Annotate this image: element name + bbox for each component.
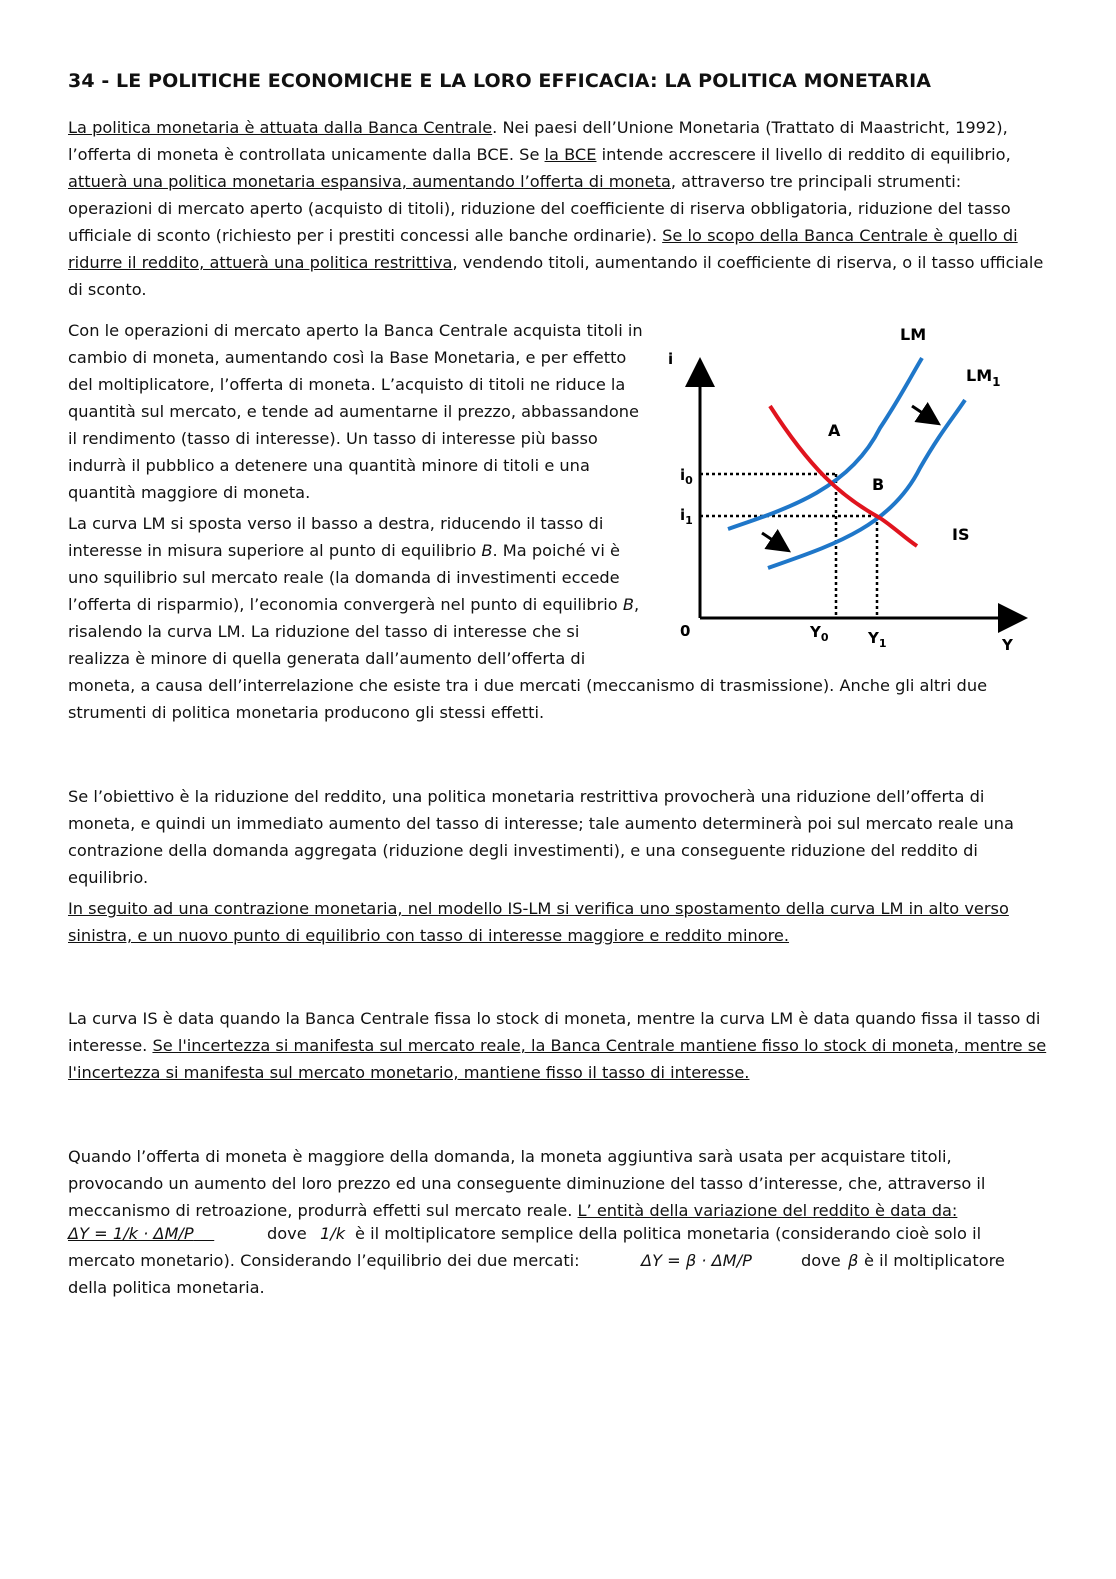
- p1-segment: La politica monetaria è attuata dalla Banca Centrale: [68, 118, 493, 137]
- label-y: Y: [1002, 636, 1013, 654]
- label-i: i: [668, 350, 674, 368]
- p1-segment: la BCE: [544, 145, 597, 164]
- equation-2: ΔY = β · ΔM/P: [641, 1251, 752, 1270]
- shift-arrow-upper: [912, 406, 936, 422]
- label-lm1: $LM_1$: [966, 366, 1001, 389]
- paragraph-restrictive: Se l’obiettivo è la riduzione del reddito, una politica monetaria restrittiva provocherà una riduzione dell’offerta di moneta, e quindi un immediato aumento del tasso di interesse; tale aumento determinerà poi sul mercato reale una contrazione della domanda aggregata (riduzione degli investimenti), e una conseguente riduzione del reddito di equilibrio.: [68, 787, 1014, 887]
- p3-point-b: B: [481, 541, 493, 560]
- paragraph-lm-shift-end: moneta, a causa dell’interrelazione che esiste tra i due mercati (meccanismo di trasmissione). Anche gli altri due strumenti di politica monetaria producono gli stessi effetti.: [68, 676, 988, 722]
- p6-part-b: Se l'incertezza si manifesta sul mercato reale, la Banca Centrale mantiene fisso lo stock di moneta, mentre se l'incertezza si manifesta sul mercato monetario, mantiene fisso il tasso di interesse.: [68, 1036, 1047, 1082]
- p1-segment: , attraverso tre principali strumenti: operazioni di mercato aperto (acquisto di titoli), riduzione del coefficiente di riserva obbligatoria, riduzione del tasso ufficiale di sconto (richiesto per i prestiti concessi alle banche ordinarie).: [68, 172, 1011, 245]
- label-origin: 0: [680, 622, 691, 640]
- equation-1-k: 1/k: [320, 1224, 346, 1243]
- paragraph-lm-shift: [68, 510, 643, 672]
- page-title: 34 - LE POLITICHE ECONOMICHE E LA LORO EFFICACIA: LA POLITICA MONETARIA: [68, 70, 932, 92]
- p1-segment: intende accrescere il livello di reddito di equilibrio,: [596, 145, 1011, 164]
- paragraph-money-supply: [68, 1143, 1048, 1224]
- p3-part-e: , risalendo la curva LM. La riduzione del tasso di interesse che si realizza è minore di quella generata dall’aumento dell’offerta di: [68, 595, 640, 668]
- label-i1: $i_1$: [680, 506, 693, 527]
- equation-2-beta: β: [848, 1251, 859, 1270]
- equation-2-dove: dove: [801, 1251, 841, 1270]
- equation-1-text: ΔY = 1/k · ΔM/P: [68, 1224, 194, 1243]
- p1-segment: attuerà una politica monetaria espansiva, aumentando l’offerta di moneta: [68, 172, 671, 191]
- contraction-text: In seguito ad una contrazione monetaria, nel modello IS-LM si verifica uno spostamento della curva LM in alto verso sinistra, e un nuovo punto di equilibrio con tasso di interesse maggiore e reddito minore.: [68, 899, 1009, 945]
- label-i0: $i_0$: [680, 466, 693, 487]
- label-y1: $Y_1$: [868, 629, 887, 650]
- p6-part-a: La curva IS è data quando la Banca Centrale fissa lo stock di moneta, mentre la curva LM è data quando fissa il tasso di interesse.: [68, 1009, 1041, 1055]
- equation-2-desc: è il moltiplicatore: [864, 1251, 1005, 1270]
- p1-segment: Se lo scopo della Banca Centrale è quello di ridurre il reddito, attuerà una politica restrittiva: [68, 226, 1018, 272]
- label-y0: $Y_0$: [810, 623, 829, 644]
- paragraph-final: della politica monetaria.: [68, 1278, 265, 1297]
- equation-1-dove: dove: [267, 1224, 307, 1243]
- label-b: B: [872, 475, 885, 494]
- curve-lm1: [768, 400, 965, 568]
- p3-point-b2: B: [622, 595, 634, 614]
- label-lm: LM: [900, 325, 927, 344]
- equation-1-desc: è il moltiplicatore semplice della politica monetaria (considerando cioè solo il: [355, 1224, 982, 1243]
- equation-1: [68, 1224, 214, 1243]
- shift-arrow-lower: [762, 533, 786, 549]
- p1-segment: , vendendo titoli, aumentando il coefficiente di riserva, o il tasso ufficiale di sconto.: [68, 253, 1044, 299]
- paragraph-two-markets: mercato monetario). Considerando l’equilibrio dei due mercati:: [68, 1251, 580, 1270]
- paragraph-intro: [68, 114, 1048, 303]
- is-lm-chart: [650, 318, 1050, 658]
- paragraph-is-lm: [68, 1005, 1048, 1086]
- p3-part-a: La curva LM si sposta verso il basso a destra, riducendo il tasso di interesse in misura superiore al punto di equilibrio: [68, 514, 604, 560]
- p7-part-b: L’ entità della variazione del reddito è data da:: [577, 1201, 958, 1220]
- p1-segment: . Nei paesi dell’Unione Monetaria (Trattato di Maastricht, 1992), l’offerta di moneta è controllata unicamente dalla BCE. Se: [68, 118, 1008, 164]
- paragraph-contraction: [68, 895, 1048, 949]
- label-is: IS: [952, 525, 970, 544]
- paragraph-open-market: Con le operazioni di mercato aperto la Banca Centrale acquista titoli in cambio di moneta, aumentando così la Base Monetaria, e per effetto del moltiplicatore, l’offerta di moneta. L’acquisto di titoli ne riduce la quantità sul mercato, e tende ad aumentarne il prezzo, abbassandone il rendimento (tasso di interesse). Un tasso di interesse più basso indurrà il pubblico a detenere una quantità minore di titoli e una quantità maggiore di moneta.: [68, 321, 643, 502]
- p7-part-a: Quando l’offerta di moneta è maggiore della domanda, la moneta aggiuntiva sarà usata per acquistare titoli, provocando un aumento del loro prezzo ed una conseguente diminuzione del tasso d’interesse, che, attraverso il meccanismo di retroazione, produrrà effetti sul mercato reale.: [68, 1147, 986, 1220]
- p3-part-c: . Ma poiché vi è uno squilibrio sul mercato reale (la domanda di investimenti eccede l’offerta di risparmio), l’economia convergerà nel punto di equilibrio: [68, 541, 623, 614]
- label-a: A: [828, 421, 841, 440]
